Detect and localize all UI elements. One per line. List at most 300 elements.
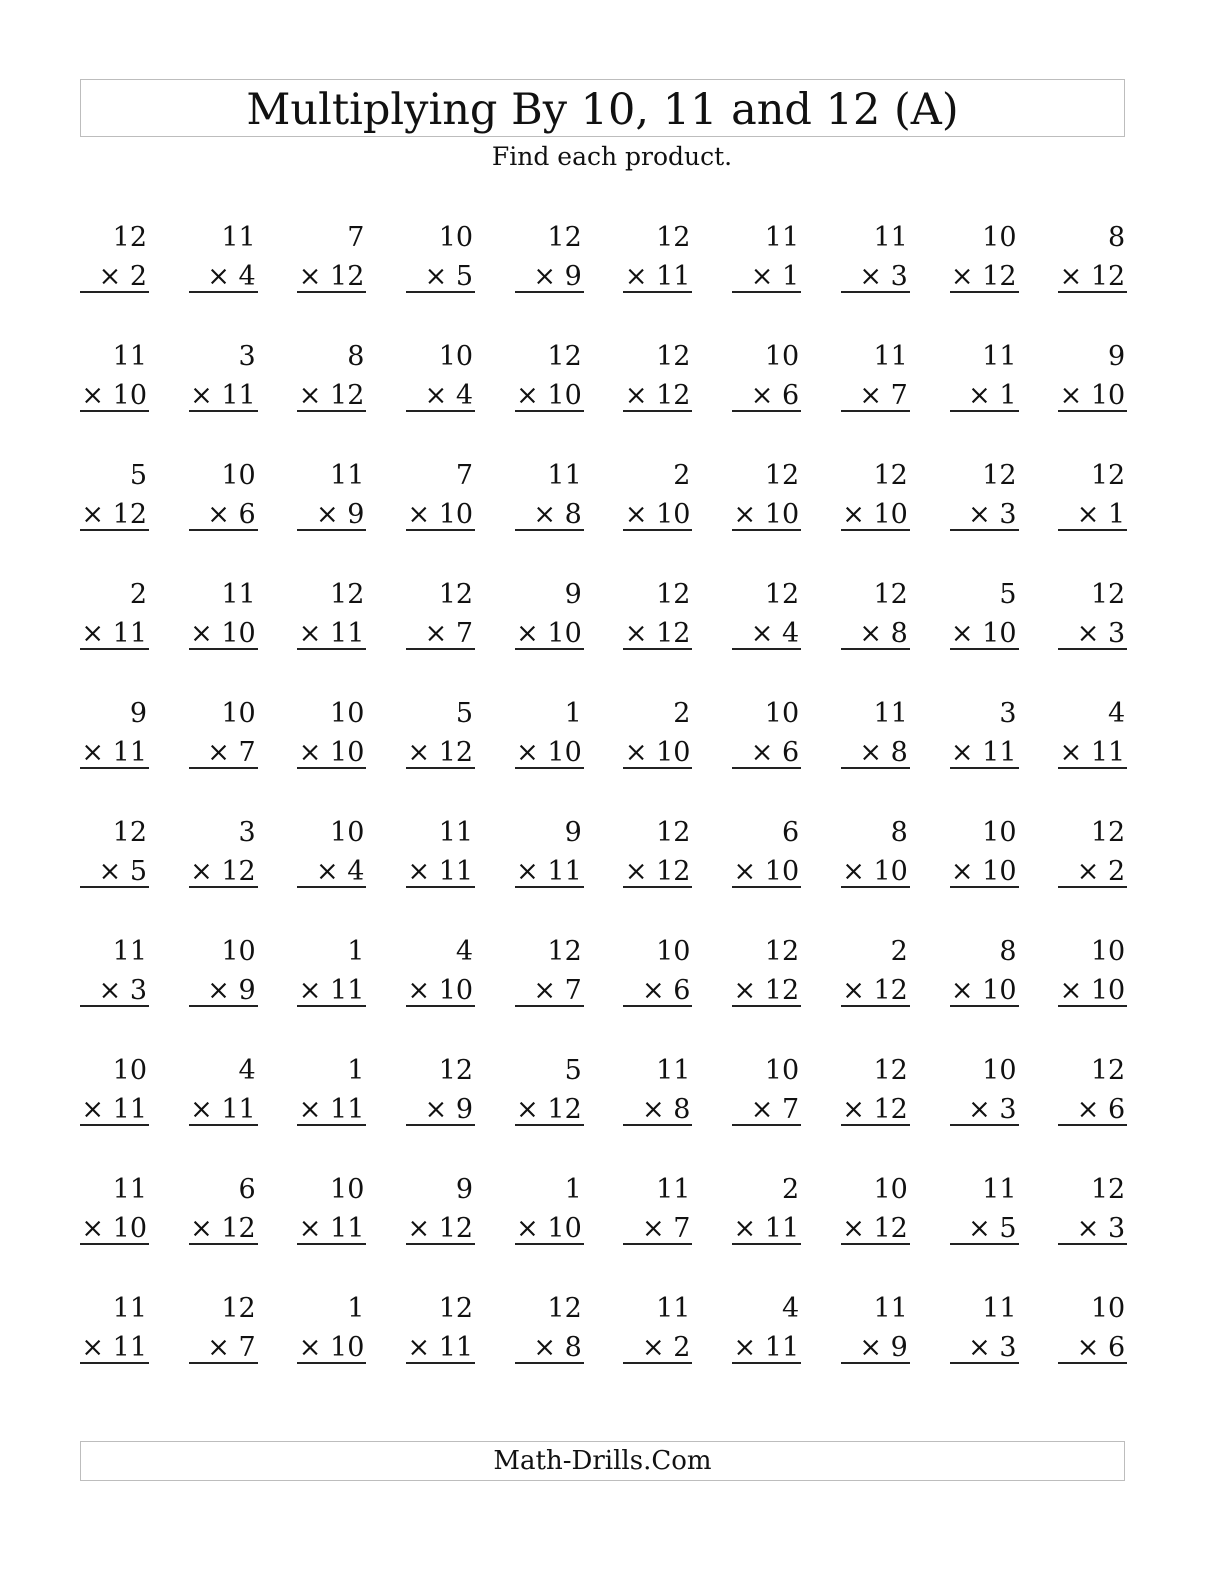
multiplier-value: 11	[438, 856, 474, 887]
problem-6-9	[950, 813, 1019, 888]
times-sign: ×	[298, 261, 322, 292]
times-sign: ×	[733, 499, 757, 530]
multiplier	[406, 257, 475, 296]
times-sign: ×	[859, 618, 883, 649]
multiplicand: 9	[129, 698, 147, 729]
times-sign: ×	[81, 499, 105, 530]
multiplicand: 3	[238, 341, 256, 372]
multiplier-value: 4	[238, 261, 256, 292]
problem-2-8	[841, 337, 910, 412]
problem-3-8	[841, 456, 910, 531]
problem-6-1	[80, 813, 149, 888]
multiplier	[80, 257, 149, 296]
multiplier-value: 4	[347, 856, 365, 887]
problem-7-5	[515, 932, 584, 1007]
multiplier-value: 10	[982, 856, 1017, 887]
multiplier	[841, 376, 910, 415]
multiplier	[950, 257, 1019, 296]
multiplicand: 11	[112, 1174, 147, 1205]
multiplier-value: 12	[982, 261, 1017, 292]
times-sign: ×	[424, 618, 448, 649]
multiplier	[406, 852, 475, 891]
multiplicand: 2	[673, 460, 691, 491]
multiplier	[297, 376, 366, 415]
times-sign: ×	[315, 856, 339, 887]
multiplier-value: 7	[455, 618, 474, 649]
multiplier-value: 1	[1108, 499, 1126, 530]
multiplier	[732, 1090, 801, 1129]
multiplier-value: 12	[656, 380, 691, 411]
problem-10-1	[80, 1289, 149, 1364]
multiplier	[80, 1209, 149, 1248]
problem-4-2	[189, 575, 258, 650]
times-sign: ×	[298, 380, 322, 411]
problem-1-2	[189, 218, 258, 293]
instructions: Find each product.	[491, 142, 733, 171]
times-sign: ×	[750, 380, 774, 411]
times-sign: ×	[642, 975, 665, 1006]
multiplicand: 12	[873, 1055, 908, 1086]
multiplier	[515, 1209, 584, 1248]
multiplier-value: 12	[438, 737, 474, 768]
multiplicand: 11	[873, 1293, 908, 1324]
times-sign: ×	[207, 499, 230, 530]
times-sign: ×	[642, 1332, 665, 1363]
times-sign: ×	[190, 856, 213, 887]
problem-2-10	[1058, 337, 1127, 412]
multiplicand: 12	[547, 222, 582, 253]
multiplier-value: 3	[999, 1094, 1017, 1125]
problem-8-8	[841, 1051, 910, 1126]
times-sign: ×	[81, 1332, 105, 1363]
multiplier	[950, 495, 1019, 534]
multiplicand: 11	[873, 341, 908, 372]
multiplier-value: 3	[129, 975, 147, 1006]
multiplicand: 12	[1090, 460, 1126, 491]
multiplicand: 12	[438, 1055, 474, 1086]
multiplicand: 10	[764, 341, 800, 372]
multiplier	[189, 495, 258, 534]
multiplicand: 11	[656, 1174, 691, 1205]
problem-5-2	[189, 694, 258, 769]
multiplier	[841, 1209, 910, 1248]
times-sign: ×	[842, 856, 865, 887]
multiplier-value: 11	[112, 737, 147, 768]
multiplier	[406, 1328, 475, 1367]
multiplicand: 10	[1090, 1293, 1126, 1324]
problem-8-1	[80, 1051, 149, 1126]
problem-9-1	[80, 1170, 149, 1245]
multiplier-value: 11	[764, 1213, 800, 1244]
multiplier-value: 10	[547, 1213, 582, 1244]
multiplicand: 4	[1108, 698, 1126, 729]
multiplicand: 1	[564, 698, 582, 729]
multiplier	[406, 1090, 475, 1129]
times-sign: ×	[81, 618, 105, 649]
multiplicand: 11	[112, 341, 147, 372]
problem-7-2	[189, 932, 258, 1007]
multiplier-value: 10	[330, 1332, 365, 1363]
multiplicand: 8	[999, 936, 1017, 967]
multiplier	[841, 1090, 910, 1129]
problem-4-6	[623, 575, 692, 650]
multiplier-value: 7	[238, 737, 256, 768]
multiplicand: 12	[982, 460, 1017, 491]
problem-1-10	[1058, 218, 1127, 293]
times-sign: ×	[207, 975, 230, 1006]
problem-4-8	[841, 575, 910, 650]
multiplicand: 12	[764, 579, 800, 610]
problem-7-4	[406, 932, 475, 1007]
multiplier-value: 5	[455, 261, 474, 292]
times-sign: ×	[533, 499, 556, 530]
multiplier-value: 7	[673, 1213, 691, 1244]
multiplier	[297, 733, 366, 772]
multiplier-value: 12	[873, 1094, 908, 1125]
multiplier	[515, 852, 584, 891]
multiplier-value: 11	[330, 975, 365, 1006]
times-sign: ×	[315, 499, 339, 530]
times-sign: ×	[98, 856, 122, 887]
problem-10-4	[406, 1289, 475, 1364]
times-sign: ×	[81, 1094, 105, 1125]
multiplier	[841, 852, 910, 891]
times-sign: ×	[750, 737, 774, 768]
multiplicand: 11	[764, 222, 800, 253]
multiplier	[950, 1328, 1019, 1367]
times-sign: ×	[624, 737, 648, 768]
times-sign: ×	[624, 261, 648, 292]
times-sign: ×	[407, 1332, 431, 1363]
multiplicand: 12	[547, 936, 582, 967]
footer-box	[80, 1441, 1125, 1481]
problem-4-3	[297, 575, 366, 650]
multiplier	[841, 733, 910, 772]
multiplier-value: 11	[112, 1094, 147, 1125]
multiplicand: 5	[564, 1055, 582, 1086]
problem-1-8	[841, 218, 910, 293]
multiplier-value: 3	[1108, 618, 1126, 649]
multiplicand: 11	[873, 222, 908, 253]
times-sign: ×	[298, 737, 322, 768]
multiplier-value: 2	[673, 1332, 691, 1363]
multiplier	[623, 495, 692, 534]
problem-5-8	[841, 694, 910, 769]
problem-8-7	[732, 1051, 801, 1126]
times-sign: ×	[298, 618, 322, 649]
times-sign: ×	[81, 380, 105, 411]
problem-5-7	[732, 694, 801, 769]
multiplier-value: 11	[656, 261, 691, 292]
multiplicand: 11	[330, 460, 365, 491]
times-sign: ×	[842, 1213, 865, 1244]
times-sign: ×	[624, 618, 648, 649]
problem-1-4	[406, 218, 475, 293]
multiplier-value: 10	[330, 737, 365, 768]
multiplier	[80, 1090, 149, 1129]
multiplier	[189, 733, 258, 772]
problem-8-3	[297, 1051, 366, 1126]
problem-grid	[80, 218, 1126, 1364]
multiplicand: 10	[438, 222, 474, 253]
problem-3-10	[1058, 456, 1127, 531]
multiplier	[297, 971, 366, 1010]
multiplier	[297, 852, 366, 891]
multiplicand: 11	[221, 579, 256, 610]
multiplicand: 12	[656, 579, 691, 610]
multiplicand: 1	[347, 936, 365, 967]
multiplier-value: 7	[781, 1094, 800, 1125]
problem-5-6	[623, 694, 692, 769]
problem-3-2	[189, 456, 258, 531]
problem-5-3	[297, 694, 366, 769]
multiplier	[80, 614, 149, 653]
times-sign: ×	[733, 1332, 757, 1363]
multiplicand: 2	[890, 936, 908, 967]
multiplier	[80, 1328, 149, 1367]
multiplier-value: 10	[873, 856, 908, 887]
times-sign: ×	[516, 1213, 539, 1244]
multiplicand: 11	[873, 698, 908, 729]
multiplicand: 12	[764, 936, 800, 967]
multiplier	[297, 257, 366, 296]
problem-9-5	[515, 1170, 584, 1245]
times-sign: ×	[859, 1332, 883, 1363]
times-sign: ×	[968, 1213, 991, 1244]
worksheet-title: Multiplying By 10, 11 and 12 (A)	[246, 84, 959, 135]
multiplier-value: 10	[112, 1213, 147, 1244]
problem-7-8	[841, 932, 910, 1007]
multiplier-value: 12	[221, 1213, 256, 1244]
multiplicand: 5	[999, 579, 1017, 610]
problem-8-2	[189, 1051, 258, 1126]
multiplier-value: 2	[1108, 856, 1126, 887]
problem-2-2	[189, 337, 258, 412]
multiplier-value: 9	[890, 1332, 908, 1363]
multiplier	[1058, 1209, 1127, 1248]
times-sign: ×	[298, 1332, 322, 1363]
multiplier-value: 4	[781, 618, 800, 649]
multiplier-value: 10	[547, 737, 582, 768]
multiplier	[406, 614, 475, 653]
problem-7-10	[1058, 932, 1127, 1007]
multiplicand: 11	[982, 341, 1017, 372]
times-sign: ×	[516, 618, 539, 649]
multiplier-value: 6	[1108, 1332, 1126, 1363]
multiplier-value: 10	[547, 380, 582, 411]
times-sign: ×	[750, 618, 774, 649]
multiplier-value: 10	[221, 618, 256, 649]
multiplicand: 10	[221, 460, 256, 491]
multiplier	[950, 852, 1019, 891]
problem-5-10	[1058, 694, 1127, 769]
times-sign: ×	[424, 380, 448, 411]
times-sign: ×	[407, 1213, 431, 1244]
multiplicand: 12	[221, 1293, 256, 1324]
times-sign: ×	[950, 261, 974, 292]
times-sign: ×	[1076, 618, 1100, 649]
multiplier-value: 10	[982, 618, 1017, 649]
multiplier-value: 11	[112, 1332, 147, 1363]
times-sign: ×	[1059, 737, 1083, 768]
multiplier	[515, 495, 584, 534]
problem-1-1	[80, 218, 149, 293]
multiplier-value: 11	[764, 1332, 800, 1363]
problem-10-9	[950, 1289, 1019, 1364]
times-sign: ×	[407, 975, 431, 1006]
times-sign: ×	[859, 261, 883, 292]
multiplier-value: 12	[764, 975, 800, 1006]
multiplier	[189, 1090, 258, 1129]
multiplicand: 9	[455, 1174, 474, 1205]
multiplier	[1058, 495, 1127, 534]
multiplier	[732, 1209, 801, 1248]
problem-2-7	[732, 337, 801, 412]
multiplier-value: 6	[781, 737, 800, 768]
problem-8-5	[515, 1051, 584, 1126]
multiplier-value: 11	[112, 618, 147, 649]
times-sign: ×	[407, 499, 431, 530]
multiplier-value: 4	[455, 380, 474, 411]
problem-9-8	[841, 1170, 910, 1245]
multiplicand: 10	[221, 698, 256, 729]
times-sign: ×	[424, 261, 448, 292]
problem-8-9	[950, 1051, 1019, 1126]
multiplier-value: 9	[455, 1094, 474, 1125]
multiplier	[189, 971, 258, 1010]
times-sign: ×	[207, 737, 230, 768]
multiplier-value: 12	[873, 975, 908, 1006]
times-sign: ×	[1076, 499, 1100, 530]
times-sign: ×	[642, 1094, 665, 1125]
multiplier	[623, 376, 692, 415]
multiplier-value: 11	[221, 1094, 256, 1125]
multiplier	[80, 852, 149, 891]
multiplier-value: 11	[221, 380, 256, 411]
problem-10-3	[297, 1289, 366, 1364]
multiplier-value: 10	[1090, 380, 1126, 411]
multiplicand: 11	[112, 936, 147, 967]
multiplicand: 2	[781, 1174, 800, 1205]
multiplier-value: 11	[438, 1332, 474, 1363]
multiplier	[515, 1090, 584, 1129]
multiplicand: 12	[547, 341, 582, 372]
multiplicand: 12	[873, 579, 908, 610]
multiplier	[1058, 376, 1127, 415]
multiplicand: 12	[438, 579, 474, 610]
problem-5-1	[80, 694, 149, 769]
multiplicand: 10	[112, 1055, 147, 1086]
multiplicand: 12	[656, 222, 691, 253]
multiplier-value: 10	[656, 499, 691, 530]
problem-10-8	[841, 1289, 910, 1364]
times-sign: ×	[98, 975, 122, 1006]
multiplier-value: 12	[547, 1094, 582, 1125]
problem-9-10	[1058, 1170, 1127, 1245]
multiplicand: 1	[347, 1293, 365, 1324]
multiplier-value: 3	[999, 499, 1017, 530]
multiplier-value: 6	[673, 975, 691, 1006]
problem-4-1	[80, 575, 149, 650]
multiplier-value: 6	[781, 380, 800, 411]
multiplier-value: 12	[1090, 261, 1126, 292]
times-sign: ×	[516, 737, 539, 768]
multiplier	[950, 733, 1019, 772]
multiplier	[297, 1090, 366, 1129]
multiplier	[950, 1090, 1019, 1129]
problem-7-1	[80, 932, 149, 1007]
multiplier-value: 12	[438, 1213, 474, 1244]
times-sign: ×	[968, 1094, 991, 1125]
times-sign: ×	[533, 261, 556, 292]
multiplicand: 10	[982, 222, 1017, 253]
multiplier	[732, 971, 801, 1010]
times-sign: ×	[190, 1213, 213, 1244]
multiplicand: 7	[455, 460, 474, 491]
multiplicand: 2	[673, 698, 691, 729]
multiplier-value: 11	[547, 856, 582, 887]
multiplier	[623, 1328, 692, 1367]
multiplicand: 6	[238, 1174, 256, 1205]
times-sign: ×	[516, 1094, 539, 1125]
problem-3-5	[515, 456, 584, 531]
multiplicand: 10	[656, 936, 691, 967]
multiplier	[80, 733, 149, 772]
problem-8-4	[406, 1051, 475, 1126]
multiplicand: 2	[129, 579, 147, 610]
multiplier-value: 10	[656, 737, 691, 768]
multiplier	[1058, 1090, 1127, 1129]
title-box	[80, 79, 1125, 137]
multiplier	[623, 852, 692, 891]
times-sign: ×	[298, 1213, 322, 1244]
times-sign: ×	[424, 1094, 448, 1125]
multiplier	[1058, 733, 1127, 772]
times-sign: ×	[950, 737, 974, 768]
multiplicand: 8	[347, 341, 365, 372]
multiplier-value: 12	[873, 1213, 908, 1244]
problem-2-3	[297, 337, 366, 412]
multiplier-value: 3	[890, 261, 908, 292]
multiplicand: 12	[1090, 817, 1126, 848]
multiplicand: 12	[112, 817, 147, 848]
multiplier	[297, 495, 366, 534]
times-sign: ×	[1059, 975, 1083, 1006]
multiplier-value: 11	[330, 1213, 365, 1244]
problem-10-7	[732, 1289, 801, 1364]
multiplier	[950, 376, 1019, 415]
multiplier	[841, 614, 910, 653]
multiplier-value: 1	[999, 380, 1017, 411]
multiplier	[950, 614, 1019, 653]
problem-8-6	[623, 1051, 692, 1126]
multiplier-value: 1	[781, 261, 800, 292]
multiplier-value: 3	[999, 1332, 1017, 1363]
multiplier	[189, 376, 258, 415]
multiplicand: 3	[999, 698, 1017, 729]
problem-2-1	[80, 337, 149, 412]
times-sign: ×	[968, 1332, 991, 1363]
times-sign: ×	[1059, 261, 1083, 292]
problem-1-7	[732, 218, 801, 293]
multiplier-value: 12	[656, 618, 691, 649]
times-sign: ×	[190, 618, 213, 649]
multiplier-value: 10	[764, 856, 800, 887]
problem-3-7	[732, 456, 801, 531]
times-sign: ×	[950, 618, 974, 649]
multiplier	[841, 257, 910, 296]
problem-7-9	[950, 932, 1019, 1007]
